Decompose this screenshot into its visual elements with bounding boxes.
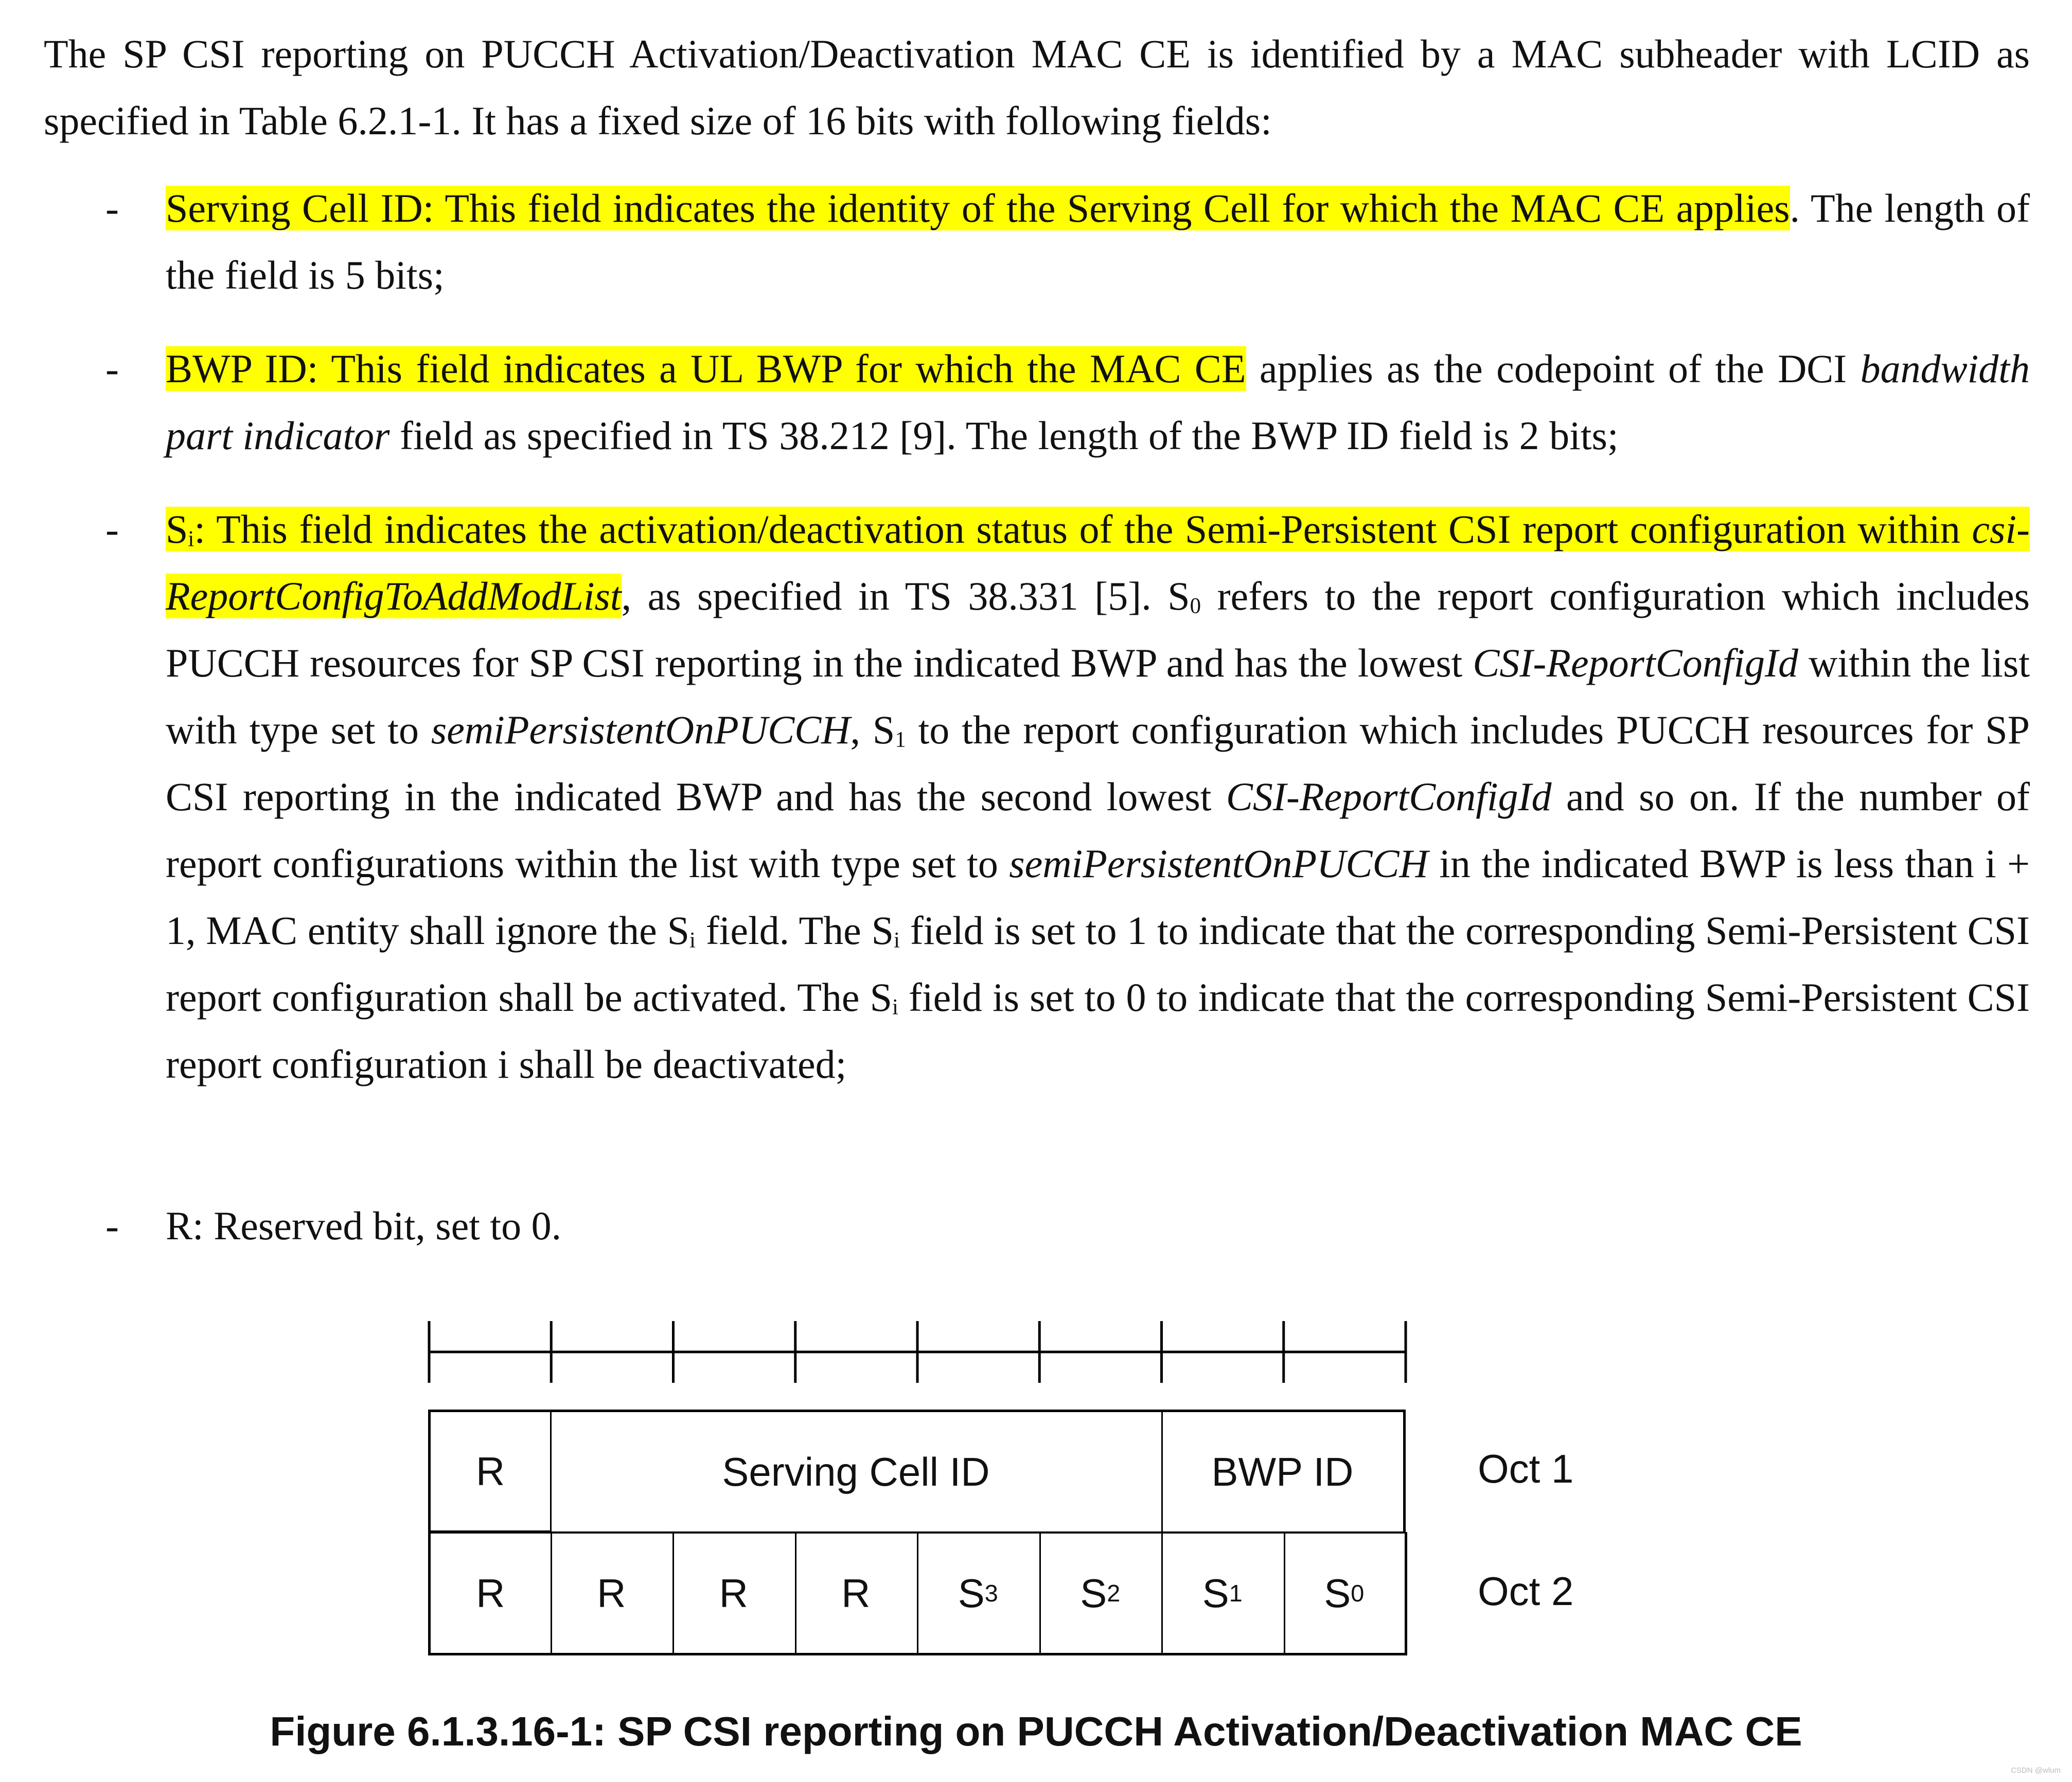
oct2-field-0: R bbox=[428, 1532, 552, 1655]
bullet-serving-cell-text: Serving Cell ID: This field indicates the identity of the Serving Cell for which the MAC CE applies. The length of the field is 5 bits; bbox=[166, 186, 2030, 297]
oct2-field-2: R bbox=[672, 1532, 796, 1655]
serving-cell-id-field: Serving Cell ID bbox=[551, 1410, 1163, 1533]
bullet-dash: - bbox=[105, 186, 119, 230]
intro-paragraph: The SP CSI reporting on PUCCH Activation/Deactivation MAC CE is identified by a MAC subheader with LCID as specified in Table 6.2.1-1. It has a fixed size of 16 bits with following fields: bbox=[44, 31, 2030, 143]
bullet-reserved-text: R: Reserved bit, set to 0. bbox=[166, 1203, 562, 1248]
highlighted-text: BWP ID: This field indicates a UL BWP for which the MAC CE bbox=[166, 346, 1246, 391]
bullet-dash: - bbox=[105, 507, 119, 551]
bullet-dash: - bbox=[105, 1203, 119, 1248]
oct1-label: Oct 1 bbox=[1478, 1446, 1574, 1491]
bullet-bwp-text: BWP ID: This field indicates a UL BWP for which the MAC CE applies as the codepoint of the DCI bandwidth part indicator field as specified in TS 38.212 [9]. The length of the BWP ID field is 2 bits; bbox=[166, 346, 2030, 458]
oct2-field-6: S 1 bbox=[1161, 1532, 1285, 1655]
highlighted-text: Serving Cell ID: This field indicates the identity of the Serving Cell for which the MAC CE applies bbox=[166, 186, 1790, 230]
oct2-field-3: R bbox=[795, 1532, 919, 1655]
oct2-field-4: S 3 bbox=[917, 1532, 1041, 1655]
watermark: CSDN @wlum bbox=[2011, 1766, 2061, 1775]
oct2-label: Oct 2 bbox=[1478, 1569, 1574, 1614]
oct2-field-1: R bbox=[551, 1532, 675, 1655]
oct1-r-field: R bbox=[428, 1410, 552, 1533]
bullet-dash: - bbox=[105, 346, 119, 391]
oct2-field-7: S 0 bbox=[1284, 1532, 1408, 1655]
figure-caption: Figure 6.1.3.16-1: SP CSI reporting on PUCCH Activation/Deactivation MAC CE bbox=[270, 1708, 1802, 1754]
bwp-id-field: BWP ID bbox=[1162, 1410, 1406, 1533]
bullet-si-text: $S_i$: This field indicates the activation/deactivation status of the Semi-Persistent CSI report configuration within csi-ReportConfigToAddModList, as specified in TS 38.331 [5]. $S_0$ refers to the report configuration which includes PUCCH resources for SP CSI reporting in the indicated BWP and has the lowest CSI-ReportConfigId within the list with type set to semiPersistentOnPUCCH, $S_1$ to the report configuration which includes PUCCH resources for SP CSI reporting in the indicated BWP and has the second lowest CSI-ReportConfigId and so on. If the number of report configurations within the list with type set to semiPersistentOnPUCCH in the indicated BWP is less than i + 1, MAC entity shall ignore the $S_i$ field. The $S_i$ field is set to 1 to indicate that the corresponding Semi-Persistent CSI report configuration shall be activated. The $S_i$ field is set to 0 to indicate that the corresponding Semi-Persistent CSI report configuration i shall be deactivated; bbox=[166, 507, 2030, 1086]
oct2-field-5: S 2 bbox=[1039, 1532, 1163, 1655]
highlighted-text: $S_i$: This field indicates the activation/deactivation status of the Semi-Persistent CSI report configuration within csi-ReportConfigToAddModList bbox=[166, 507, 2030, 618]
